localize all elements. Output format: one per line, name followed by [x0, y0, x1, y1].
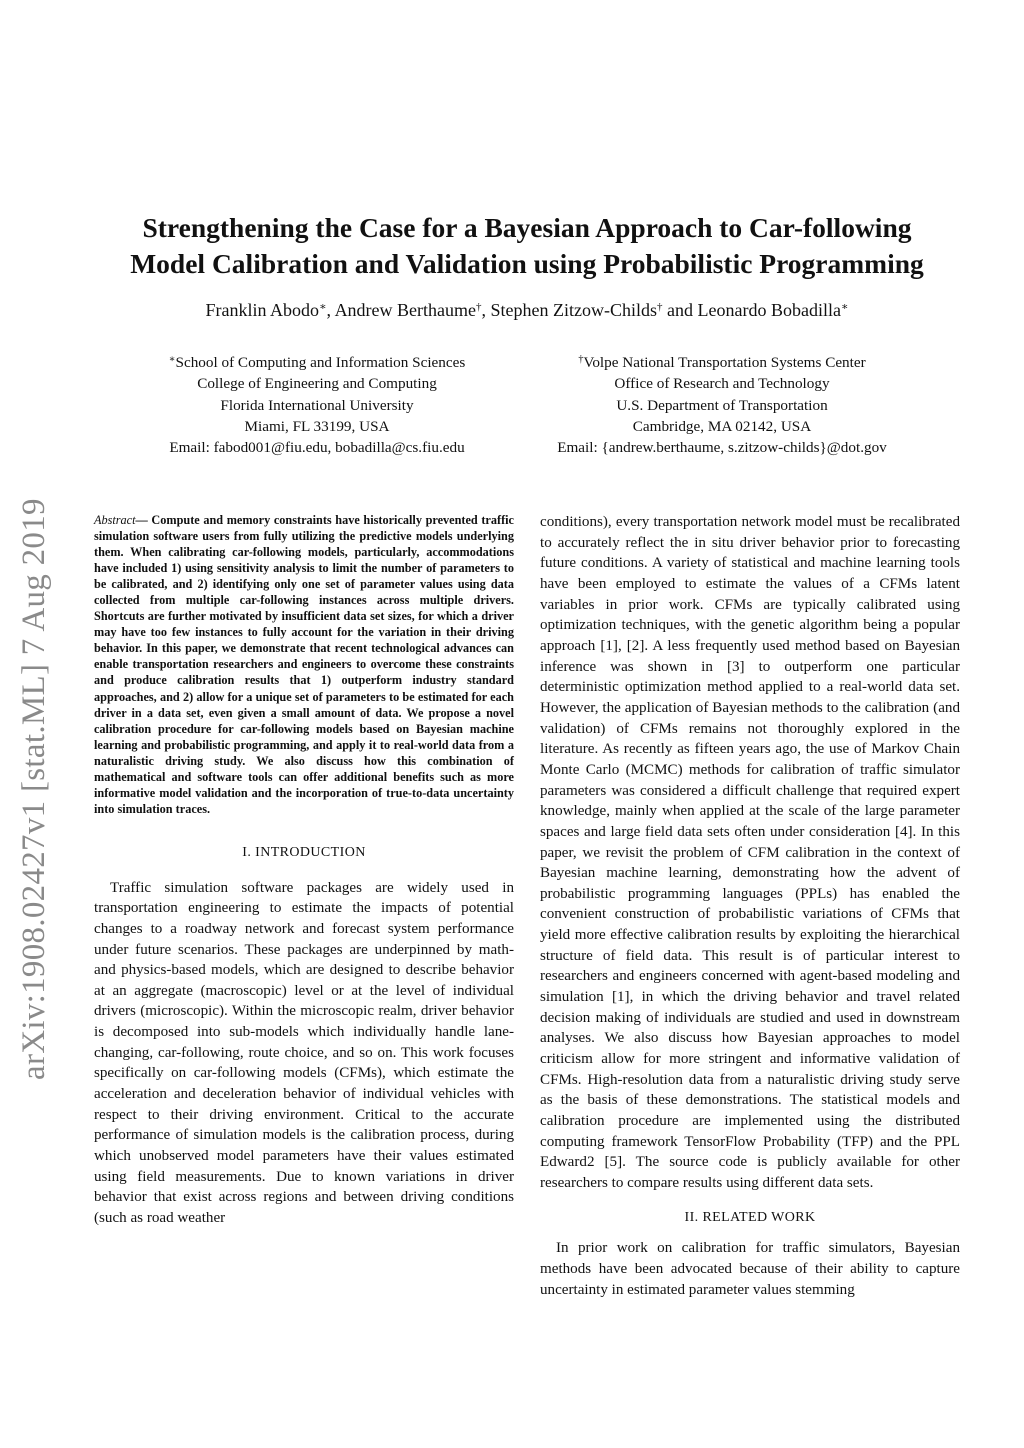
- author-mark: ∗: [319, 301, 327, 313]
- section-heading-related-work: II. RELATED WORK: [684, 1209, 816, 1225]
- abstract-label: Abstract: [94, 513, 136, 527]
- author-zitzow-childs: Stephen Zitzow-Childs: [490, 300, 657, 320]
- title-line-1: Strengthening the Case for a Bayesian Approach to Car-following: [142, 212, 912, 243]
- abstract-text: Compute and memory constraints have historically prevented traffic simulation software users from fully utilizing the predictive models underlying them. When calibrating car-following models, particularly, accommodations have included 1) using sensitivity analysis to limit the number of parameters to be calibrated, and 2) identifying only one set of parameter values using data collected from multiple car-following instances across multiple drivers. Shortcuts are further motivated by insufficient data set sizes, for which a driver may have too few instances to fully account for the variation in their driving behavior. In this paper, we demonstrate that recent technological advances can enable transportation researchers and engineers to overcome these constraints and produce calibration results that 1) outperform industry standard approaches, and 2) allow for a unique set of parameters to be estimated for each driver in a data set, even given a small amount of data. We propose a novel calibration procedure for car-following models based on Bayesian machine learning and probabilistic programming, and apply it to real-world data from a naturalistic driving study. We also discuss how this combination of mathematical and software tools can offer additional benefits such as more informative model validation and the incorporation of true-to-data uncertainty into simulation traces.: [94, 513, 514, 816]
- intro-paragraph: Traffic simulation software packages are widely used in transportation engineering to estimate the impacts of potential changes to a roadway network and forecast system performance under future scenarios. These packages are underpinned by math- and physics-based models, which are designed to describe behavior at an aggregate (macroscopic) level or at the level of individual drivers (microscopic). Within the microscopic realm, driver behavior is decomposed into sub-models which individually handle lane-changing, car-following, route choice, and so on. This work focuses specifically on car-following models (CFMs), which estimate the acceleration and deceleration behavior of individual vehicles with respect to their driving environment. Critical to the accurate performance of simulation models is the calibration process, during which unobserved model parameters have their values estimated using field measurements. Due to known variations in driver behavior that exist across regions and between driving conditions (such as road weather: [94, 879, 514, 1227]
- left-column: [94, 512, 514, 1229]
- arxiv-identifier: arXiv:1908.02427v1 [stat.ML] 7 Aug 2019: [16, 498, 52, 1080]
- affiliation-volpe: †Volpe National Transportation Systems Center Office of Research and Technology U.S. Department of Transportation Cambridge, MA 02142, USA Email: {andrew.berthaume, s.zitzow-childs}@dot.gov: [507, 349, 937, 458]
- email-volpe: Email: {andrew.berthaume, s.zitzow-childs}@dot.gov: [557, 439, 887, 457]
- right-column: [540, 512, 960, 1300]
- author-mark: ∗: [840, 301, 849, 313]
- section-heading-introduction: I. INTRODUCTION: [242, 844, 366, 860]
- author-berthaume: Andrew Berthaume: [334, 300, 477, 320]
- abstract: Abstract— Compute and memory constraints have historically prevented traffic simulation software users from fully utilizing the predictive models underlying them. When calibrating car-following models, particularly, accommodations have included 1) using sensitivity analysis to limit the number of parameters to be calibrated, and 2) identifying only one set of parameter values using data collected from multiple car-following instances across multiple drivers. Shortcuts are further motivated by insufficient data set sizes, for which a driver may have too few instances to fully account for the variation in their driving behavior. In this paper, we demonstrate that recent technological advances can enable transportation researchers and engineers to overcome these constraints and produce calibration results that 1) outperform industry standard approaches, and 2) allow for a unique set of parameters to be estimated for each driver in a data set, even given a small amount of data. We propose a novel calibration procedure for car-following models based on Bayesian machine learning and probabilistic programming, and apply it to real-world data from a naturalistic driving study. We also discuss how this combination of mathematical and software tools can offer additional benefits such as more informative model validation and the incorporation of true-to-data uncertainty into simulation traces.: [94, 513, 514, 816]
- email-fiu: Email: fabod001@fiu.edu, bobadilla@cs.fiu.edu: [169, 439, 465, 457]
- author-bobadilla: Leonardo Bobadilla: [697, 300, 841, 320]
- title-line-2: Model Calibration and Validation using Probabilistic Programming: [130, 248, 924, 279]
- intro-paragraph-continued: conditions), every transportation network model must be recalibrated to accurately reflect the in situ driver behavior prior to forecasting future conditions. A variety of statistical and machine learning tools have been employed to estimate the values of a CFMs latent variables in prior work. CFMs are typically calibrated using optimization techniques, with the genetic algorithm being a popular approach [1], [2]. A less frequently used method based on Bayesian inference was shown in [3] to outperform one particular deterministic optimization method applied to a real-world data set. However, the application of Bayesian methods to the calibration (and validation) of CFMs remains not thoroughly explored in the literature. As recently as fifteen years ago, the use of Markov Chain Monte Carlo (MCMC) methods for calibration of traffic simulator parameters was considered a difficult challenge that required expert knowledge, mainly when applied at the scale of the large parameter spaces and large field data sets often under consideration [4]. In this paper, we revisit the problem of CFM calibration in the context of Bayesian machine learning, demonstrating how the advent of probabilistic programming languages (PPLs) has enabled the convenient construction of probabilistic variations of CFMs that yield more effective calibration results by exploiting the hierarchical structure of field data. This result is of particular interest to researchers and engineers concerned with agent-based modeling and simulation [1], in which the driving behavior and travel related decision making of individuals are studied and used in downstream analyses. We also discuss how Bayesian approaches to model criticism allow for more stringent and informative validation of CFMs. High-resolution data from a naturalistic driving study serve as the basis of these demonstrations. The statistical models and calibration procedure are implemented using the distributed computing framework TensorFlow Probability (TFP) and the PPL Edward2 [5]. The source code is publicly available for other researchers to compare results using different data sets.: [540, 514, 960, 1191]
- related-work-paragraph: In prior work on calibration for traffic simulators, Bayesian methods have been advocated because of their ability to capture uncertainty in estimated parameter values stemming: [540, 1240, 960, 1298]
- author-mark: †: [476, 301, 482, 313]
- author-mark: †: [657, 301, 663, 313]
- affiliation-fiu: ∗School of Computing and Information Sciences College of Engineering and Computing Florida International University Miami, FL 33199, USA Email: fabod001@fiu.edu, bobadilla@cs.fiu.edu: [102, 349, 532, 458]
- author-list: Franklin Abodo∗, Andrew Berthaume†, Stephen Zitzow-Childs† and Leonardo Bobadilla∗: [205, 300, 849, 320]
- paper-title: [60, 210, 994, 282]
- author-abodo: Franklin Abodo: [205, 300, 320, 320]
